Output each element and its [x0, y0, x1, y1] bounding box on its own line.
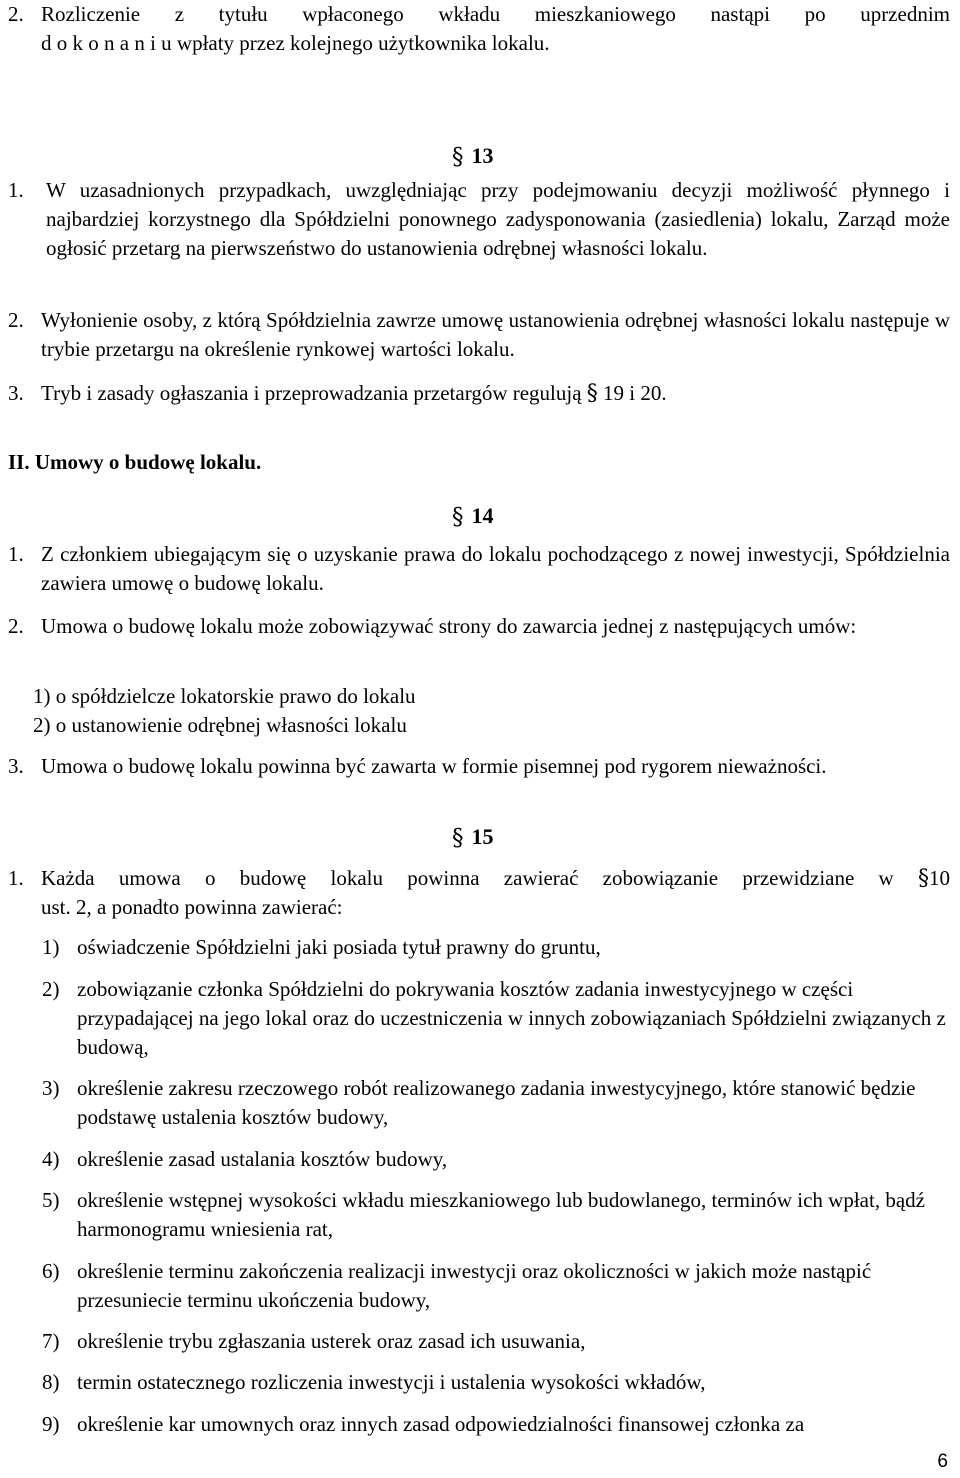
list-item	[42, 975, 950, 1062]
section-13-heading	[452, 141, 494, 172]
section-number: 15	[471, 824, 494, 849]
paragraph-number: 2.	[8, 308, 24, 332]
list-item	[42, 933, 950, 962]
paragraph-settlement	[8, 0, 950, 58]
section-sign-icon: §	[452, 825, 464, 851]
section-13-paragraph-3	[8, 379, 950, 408]
list-item-number: 7)	[42, 1329, 60, 1353]
list-item-text: określenie wstępnej wysokości wkładu mieszkaniowego lub budowlanego, terminów ich wpłat, bądź harmonogramu wniesienia rat,	[77, 1188, 925, 1241]
section-14-paragraph-1	[8, 540, 950, 598]
paragraph-reference: 19 i 20.	[603, 381, 667, 405]
page-number: 6	[937, 1451, 948, 1472]
list-item-text: określenie zakresu rzeczowego robót realizowanego zadania inwestycyjnego, które stanowić będzie podstawę ustalenia kosztów budowy,	[77, 1076, 916, 1129]
list-item-text: oświadczenie Spółdzielni jaki posiada tytuł prawny do gruntu,	[77, 935, 601, 959]
list-item	[42, 1074, 950, 1132]
list-item	[42, 1368, 950, 1397]
paragraph-number: 1.	[8, 542, 24, 566]
section-number: 13	[471, 143, 494, 168]
paragraph-text-line-2: d o k o n a n i u wpłaty przez kolejnego użytkownika lokalu.	[41, 31, 550, 55]
paragraph-text: Wyłonienie osoby, z którą Spółdzielnia zawrze umowę ustanowienia odrębnej własności lokalu następuje w trybie przetargu na określenie rynkowej wartości lokalu.	[41, 308, 950, 361]
section-sign-icon: §	[452, 144, 464, 170]
paragraph-text: W uzasadnionych przypadkach, uwzględniając przy podejmowaniu decyzji możliwość płynnego i najbardziej korzystnego dla Spółdzielni ponownego zadysponowania (zasiedlenia) lokalu, Zarząd może ogłosić przetarg na pierwszeństwo do ustanowienia odrębnej własności lokalu.	[46, 178, 950, 260]
list-item	[42, 1186, 950, 1244]
list-item-number: 3)	[42, 1076, 60, 1100]
paragraph-text-continuation: ust. 2, a ponadto powinna zawierać:	[41, 895, 343, 919]
paragraph-text: Każda umowa o budowę lokalu powinna zawierać zobowiązanie przewidziane w	[41, 866, 894, 890]
section-number: 14	[471, 503, 494, 528]
paragraph-number: 3.	[8, 754, 24, 778]
list-item-text: określenie trybu zgłaszania usterek oraz zasad ich usuwania,	[77, 1329, 586, 1353]
list-item-text: określenie terminu zakończenia realizacji inwestycji oraz okoliczności w jakich może nastąpić przesuniecie terminu ukończenia budowy,	[77, 1259, 872, 1312]
section-14-paragraph-2	[8, 612, 950, 641]
section-sign-icon: §	[452, 504, 464, 530]
paragraph-text: Tryb i zasady ogłaszania i przeprowadzania przetargów regulują	[41, 381, 582, 405]
paragraph-reference: 10	[929, 866, 950, 890]
paragraph-number: 1.	[8, 866, 24, 890]
section-14-paragraph-3	[8, 752, 950, 781]
section-15-paragraph-1	[8, 864, 950, 922]
list-item-number: 1)	[42, 935, 60, 959]
list-item-number: 4)	[42, 1147, 60, 1171]
paragraph-text: Z członkiem ubiegającym się o uzyskanie prawa do lokalu pochodzącego z nowej inwestycji, Spółdzielnia zawiera umowę o budowę lokalu.	[41, 542, 950, 595]
section-15-heading	[452, 822, 494, 853]
list-item	[42, 1145, 950, 1174]
list-item-text: termin ostatecznego rozliczenia inwestycji i ustalenia wysokości wkładów,	[77, 1370, 706, 1394]
list-item-number: 5)	[42, 1188, 60, 1212]
list-item-number: 8)	[42, 1370, 60, 1394]
list-item	[42, 1257, 950, 1315]
list-item-text: zobowiązanie członka Spółdzielni do pokrywania kosztów zadania inwestycyjnego w części przypadającej na jego lokal oraz do uczestniczenia w innych zobowiązaniach Spółdzielni związanych z budową,	[77, 977, 946, 1059]
list-item-text: określenie zasad ustalania kosztów budowy,	[77, 1147, 448, 1171]
paragraph-text: Umowa o budowę lokalu powinna być zawarta w formie pisemnej pod rygorem nieważności.	[41, 754, 827, 778]
list-item-number: 9)	[42, 1412, 60, 1436]
chapter-heading: II. Umowy o budowę lokalu.	[8, 450, 262, 474]
section-13-paragraph-2	[8, 306, 950, 364]
section-14-heading	[452, 501, 494, 532]
section-13-paragraph-1	[8, 176, 950, 263]
paragraph-number: 3.	[8, 381, 24, 405]
paragraph-number: 2.	[8, 614, 24, 638]
section-sign-icon: §	[586, 381, 598, 406]
list-item-text: określenie kar umownych oraz innych zasad odpowiedzialności finansowej członka za	[77, 1412, 805, 1436]
paragraph-text: Umowa o budowę lokalu może zobowiązywać strony do zawarcia jednej z następujących umów:	[41, 614, 857, 638]
list-item	[42, 1327, 950, 1356]
list-item-number: 2)	[42, 977, 60, 1001]
list-item: 1) o spółdzielcze lokatorskie prawo do lokalu	[33, 684, 416, 708]
paragraph-number: 2.	[8, 2, 24, 26]
paragraph-text-line-1: Rozliczenie z tytułu wpłaconego wkładu mieszkaniowego nastąpi po uprzednim	[41, 2, 950, 26]
list-item-number: 6)	[42, 1259, 60, 1283]
list-item: 2) o ustanowienie odrębnej własności lokalu	[33, 713, 407, 737]
paragraph-number: 1.	[8, 178, 24, 202]
section-sign-icon: §	[918, 866, 929, 891]
list-item	[42, 1410, 950, 1439]
